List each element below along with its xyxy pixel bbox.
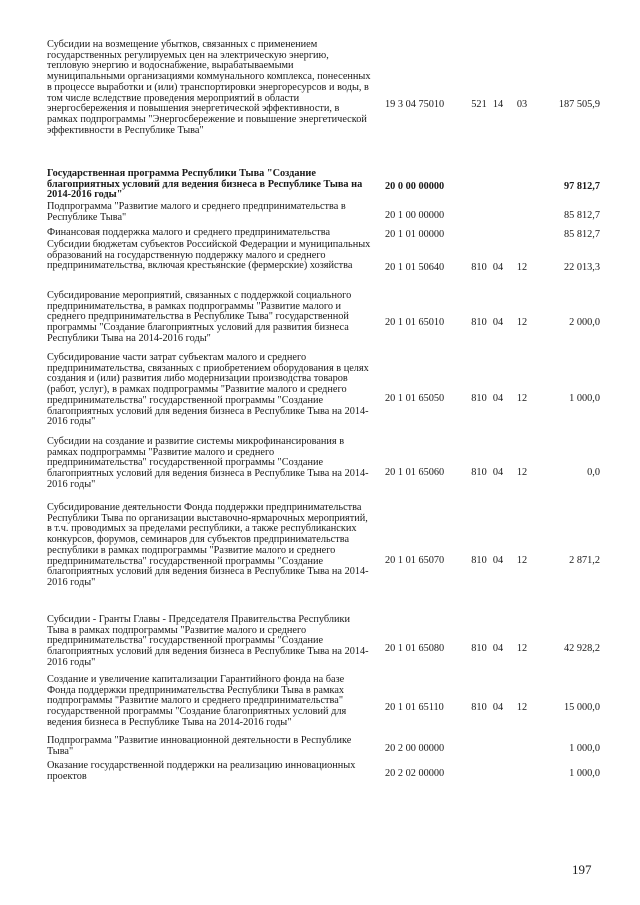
row-vr: 810 (471, 702, 487, 713)
row-sum: 0,0 (587, 467, 600, 478)
row-pr: 12 (516, 317, 528, 328)
row-sum: 15 000,0 (563, 702, 600, 713)
row-pr: 12 (516, 467, 528, 478)
row-sum: 85 812,7 (563, 229, 600, 240)
row-code: 20 1 01 65060 (385, 467, 445, 478)
row-pr: 12 (516, 702, 528, 713)
row-code: 20 1 01 65010 (385, 317, 445, 328)
row-code: 20 1 01 65110 (385, 702, 444, 713)
row-sum: 2 871,2 (569, 555, 600, 566)
row-description: Финансовая поддержка малого и среднего предпринимательства (47, 227, 331, 238)
row-rz: 04 (492, 262, 504, 273)
row-rz: 04 (492, 702, 504, 713)
row-vr: 810 (471, 262, 487, 273)
row-description: Субсидии на создание и развитие системы микрофинансирования в рамках подпрограммы "Развитие малого и среднего предпринимательства" государственной программы "Создание благоприятных условий для ведения бизнеса в Республике Тыва на 2014-2016 годы" (47, 436, 369, 490)
row-description: Субсидирование части затрат субъектам малого и среднего предпринимательства, связанных с приобретением оборудования в целях создания и (или) развития либо модернизации производства товаров (работ, услуг), в рамках подпрограммы "Развитие малого и среднего предпринимательства" государственной программы "Создание благоприятных условий для ведения бизнеса в Республике Тыва на 2014-2016 годы" (47, 352, 369, 428)
row-rz: 04 (492, 393, 504, 404)
row-sum: 1 000,0 (569, 393, 600, 404)
row-description: Подпрограмма "Развитие инновационной деятельности в Республике Тыва" (47, 735, 352, 757)
row-description: Государственная программа Республики Тыва "Создание благоприятных условий для ведения бизнеса в Республике Тыва на 2014-2016 годы" (47, 168, 363, 201)
row-code: 20 2 02 00000 (385, 768, 445, 779)
row-rz: 04 (492, 317, 504, 328)
row-description: Субсидии бюджетам субъектов Российской Федерации и муниципальных образований на государственную поддержку малого и среднего предпринимательства, включая крестьянские (фермерские) хозяйства (47, 239, 371, 272)
row-code: 20 1 00 00000 (385, 210, 445, 221)
row-description: Оказание государственной поддержки на реализацию инновационных проектов (47, 760, 356, 782)
row-rz: 04 (492, 467, 504, 478)
row-vr: 521 (471, 99, 487, 110)
row-description: Субсидии - Гранты Главы - Председателя Правительства Республики Тыва в рамках подпрограммы "Развитие малого и среднего предпринимательства" государственной программы "Создание благоприятных условий для ведения бизнеса в Республике Тыва на 2014-2016 годы" (47, 614, 369, 668)
row-sum: 22 013,3 (563, 262, 600, 273)
row-description: Подпрограмма "Развитие малого и среднего предпринимательства в Республике Тыва" (47, 201, 346, 223)
row-vr: 810 (471, 393, 487, 404)
row-sum: 1 000,0 (569, 768, 600, 779)
row-rz: 04 (492, 643, 504, 654)
row-code: 20 1 01 65080 (385, 643, 445, 654)
row-vr: 810 (471, 317, 487, 328)
row-pr: 12 (516, 262, 528, 273)
row-vr: 810 (471, 467, 487, 478)
row-sum: 97 812,7 (563, 181, 600, 192)
row-sum: 2 000,0 (569, 317, 600, 328)
row-sum: 42 928,2 (563, 643, 600, 654)
row-description: Субсидии на возмещение убытков, связанных с применением государственных регулируемых цен на электрическую энергию, тепловую энергию и водоснабжение, вырабатываемыми муниципальными организациями коммунального комплекса, понесенных в процессе выработки и (или) транспортировки энергоресурсов и воды, в том числе вследствие проведения мероприятий в области энергосбережения и повышения энергетической эффективности, в рамках подпрограммы "Энергосбережение и повышение энергетической эффективности в Республике Тыва" (47, 39, 371, 136)
row-description: Создание и увеличение капитализации Гарантийного фонда на базе Фонда поддержки предпринимательства Республики Тыва в рамках подпрограммы "Развитие малого и среднего предпринимательства" государственной программы "Создание благоприятных условий для ведения бизнеса в Республике Тыва на 2014-2016 годы" (47, 674, 347, 728)
row-sum: 85 812,7 (563, 210, 600, 221)
row-code: 19 3 04 75010 (385, 99, 445, 110)
row-description: Субсидирование мероприятий, связанных с поддержкой социального предпринимательства, в рамках подпрограммы "Развитие малого и среднего предпринимательства в Республике Тыва" государственной программы "Создание благоприятных условий для развития бизнеса Республики Тыва на 2014-2016 годы" (47, 290, 352, 344)
row-code: 20 1 01 00000 (385, 229, 445, 240)
row-code: 20 0 00 00000 (385, 181, 445, 192)
row-code: 20 1 01 65070 (385, 555, 445, 566)
row-rz: 04 (492, 555, 504, 566)
row-vr: 810 (471, 643, 487, 654)
row-sum: 1 000,0 (569, 743, 600, 754)
row-pr: 12 (516, 643, 528, 654)
row-code: 20 1 01 50640 (385, 262, 445, 273)
row-code: 20 1 01 65050 (385, 393, 445, 404)
page-number: 197 (572, 862, 592, 877)
row-vr: 810 (471, 555, 487, 566)
row-pr: 12 (516, 555, 528, 566)
row-description: Субсидирование деятельности Фонда поддержки предпринимательства Республики Тыва по организации выставочно-ярмарочных мероприятий, в т.ч. проводимых за пределами республики, а также республиканских конкурсов, форумов, семинаров для субъектов предпринимательства республики в рамках подпрограммы "Развитие малого и среднего предпринимательства" государственной программы "Создание благоприятных условий для ведения бизнеса в Республике Тыва на 2014-2016 годы" (47, 502, 369, 588)
row-rz: 14 (492, 99, 504, 110)
row-pr: 03 (516, 99, 528, 110)
row-pr: 12 (516, 393, 528, 404)
row-sum: 187 505,9 (558, 99, 600, 110)
row-code: 20 2 00 00000 (385, 743, 445, 754)
